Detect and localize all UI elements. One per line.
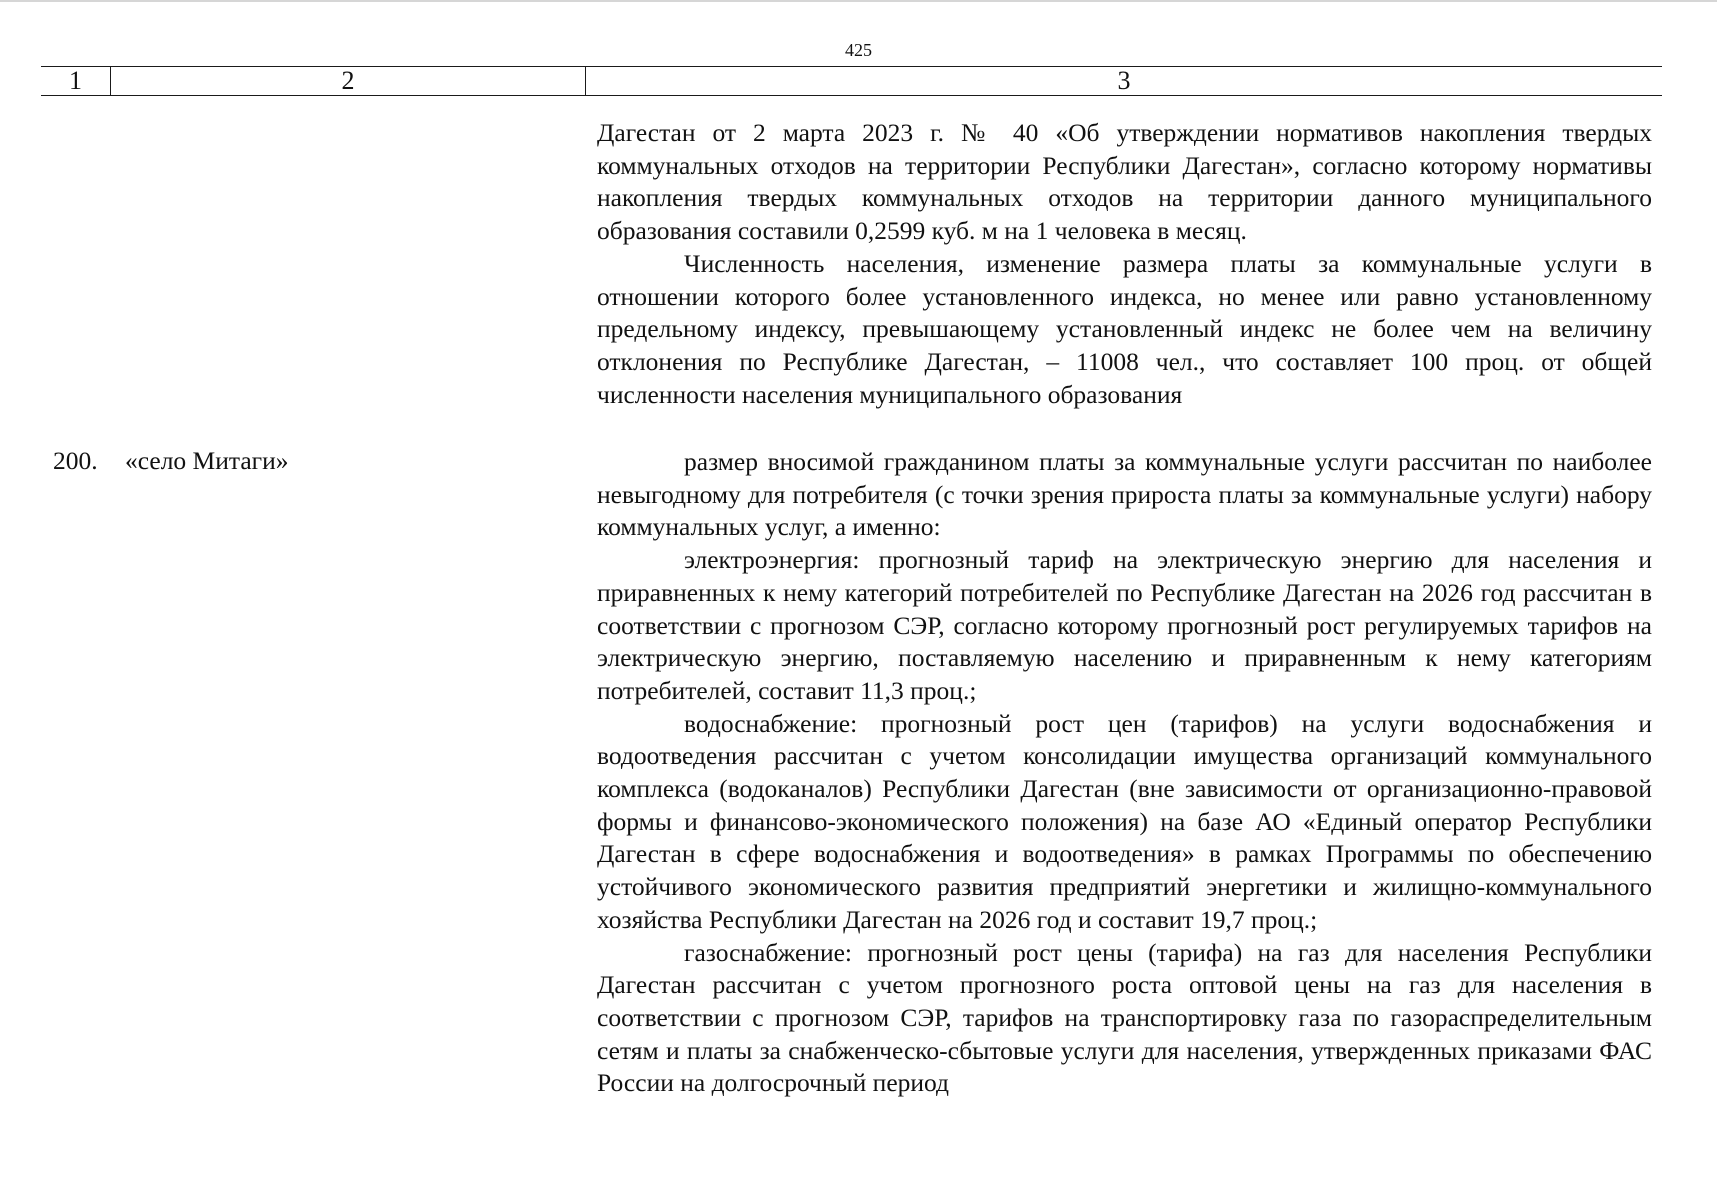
row-number: 200.	[53, 446, 98, 475]
continuation-paragraph: Дагестан от 2 марта 2023 г. № 40 «Об утверждении нормативов накопления твердых коммунальных отходов на территории Республики Дагестан», согласно которому нормативы накопления твердых коммунальных отходов на территории данного муниципального образования составили 0,2599 куб. м на 1 человека в месяц.	[597, 118, 1652, 246]
continuation-text	[597, 117, 1652, 411]
scan-top-edge	[0, 0, 1717, 2]
description-paragraph: размер вносимой гражданином платы за коммунальные услуги рассчитан по наиболее невыгодному для потребителя (с точки зрения прироста платы за коммунальные услуги) набору коммунальных услуг, а именно:	[597, 447, 1652, 542]
page-number: 425	[845, 40, 872, 60]
table-header-row	[41, 66, 1662, 96]
municipality-name: «село Митаги»	[125, 446, 289, 475]
column-header-3: 3	[1117, 66, 1131, 95]
description-paragraph: водоснабжение: прогнозный рост цен (тарифов) на услуги водоснабжения и водоотведения рассчитан с учетом консолидации имущества организаций коммунального комплекса (водоканалов) Республики Дагестан (вне зависимости от организационно-правовой формы и финансово-экономического положения) на базе АО «Единый оператор Республики Дагестан в сфере водоснабжения и водоотведения» в рамках Программы по обеспечению устойчивого экономического развития предприятий энергетики и жилищно-коммунального хозяйства Республики Дагестан на 2026 год и составит 19,7 проц.;	[597, 708, 1652, 934]
description-paragraph: газоснабжение: прогнозный рост цены (тарифа) на газ для населения Республики Дагестан рассчитан с учетом прогнозного роста оптовой цены на газ для населения в соответствии с прогнозом СЭР, тарифов на транспортировку газа по газораспределительным сетям и платы за снабженческо-сбытовые услуги для населения, утвержденных приказами ФАС России на долгосрочный период	[597, 937, 1652, 1098]
column-header-1: 1	[41, 67, 111, 95]
row-description	[597, 446, 1652, 1100]
continuation-paragraph: Численность населения, изменение размера платы за коммунальные услуги в отношении которого более установленного индекса, но менее или равно установленному предельному индексу, превышающему установленный индекс не более чем на величину отклонения по Республике Дагестан, – 11008 чел., что составляет 100 проц. от общей численности населения муниципального образования	[597, 248, 1652, 409]
description-paragraph: электроэнергия: прогнозный тариф на электрическую энергию для населения и приравненных к нему категорий потребителей по Республике Дагестан на 2026 год рассчитан в соответствии с прогнозом СЭР, согласно которому прогнозный рост регулируемых тарифов на электрическую энергию, поставляемую населению и приравненным к нему категориям потребителей, составит 11,3 проц.;	[597, 545, 1652, 705]
column-header-2: 2	[111, 67, 586, 95]
